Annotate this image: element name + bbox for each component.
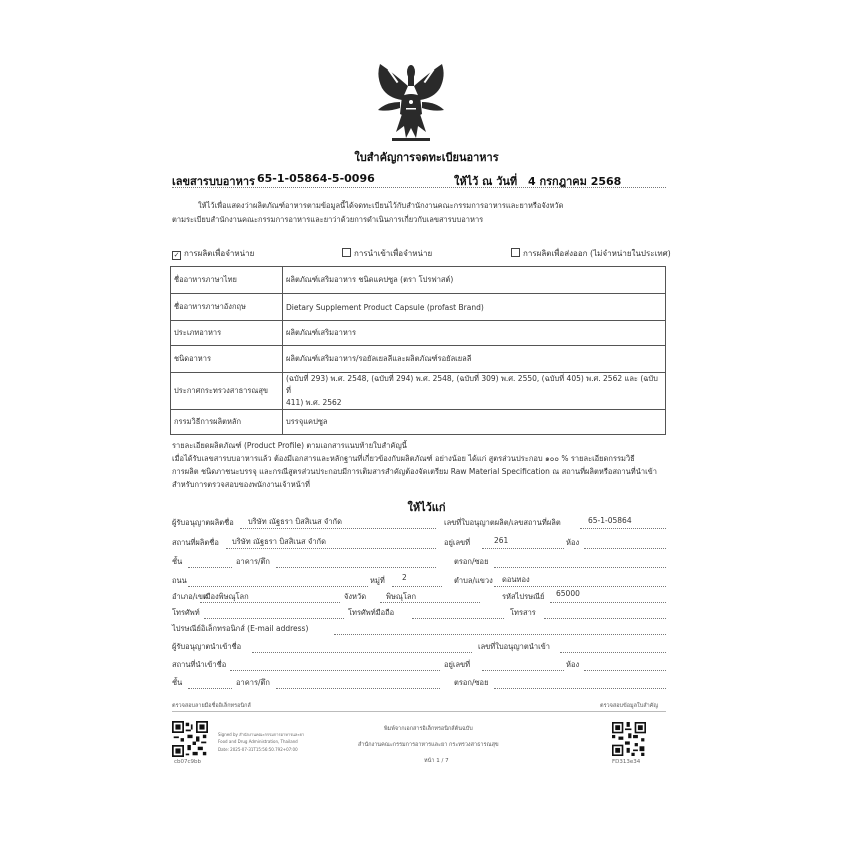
page-number: หน้า 1 / 7: [424, 758, 449, 764]
import-house-label: อยู่เลขที่: [444, 660, 471, 669]
form-rule: [380, 602, 480, 603]
left-verify-code: cb07c9bb: [174, 759, 202, 765]
import-alley-label: ตรอก/ซอย: [454, 678, 489, 687]
licensee-name-label: ผู้รับอนุญาตผลิตชื่อ: [172, 518, 234, 527]
reg-row-rule: [172, 187, 666, 188]
form-rule: [252, 652, 472, 653]
right-verify-code: FD313e34: [612, 759, 641, 765]
intro-line-1: ให้ไว้เพื่อแสดงว่าผลิตภัณฑ์อาหารตามข้อมูลนี้ได้จดทะเบียนไว้กับสำนักงานคณะกรรมการอาหารและยาหรือจังหวัด: [198, 201, 564, 210]
building-label: อาคาร/ตึก: [236, 557, 270, 566]
reg-number-value: 65-1-05864-5-0096: [257, 172, 375, 185]
signed-by-line-3: Date: 2025-07-31T15:56:50.792+07:00: [218, 747, 298, 752]
import-place-label: สถานที่นำเข้าชื่อ: [172, 660, 227, 669]
printed-from-line-2: สำนักงานคณะกรรมการอาหารและยา กระทรวงสาธารณสุข: [358, 742, 499, 748]
product-info-table: [170, 266, 666, 435]
english-name-value: Dietary Supplement Product Capsule (profast Brand): [283, 294, 666, 321]
subdistrict-label: ตำบล/แขวง: [454, 576, 493, 585]
note-line-2: เมื่อได้รับเลขสารบบอาหารแล้ว ต้องมีเอกสารและหลักฐานที่เกี่ยวข้องกับผลิตภัณฑ์ อย่างน้อย ได้แก่ สูตรส่วนประกอบ ๑๐๐ % รายละเอียดกรรมวิธี: [172, 454, 635, 463]
document-title: ใบสำคัญการจดทะเบียนอาหาร: [354, 151, 499, 164]
form-rule: [230, 670, 440, 671]
district-label: อำเภอ/เขต: [172, 592, 208, 601]
table-row: [171, 267, 666, 294]
form-rule: [584, 548, 666, 549]
table-row: [171, 346, 666, 373]
food-category-value: ผลิตภัณฑ์เสริมอาหาร: [283, 321, 666, 346]
table-row: [171, 321, 666, 346]
reg-number-label: เลขสารบบอาหาร: [172, 175, 255, 188]
process-label: กรรมวิธีการผลิตหลัก: [171, 410, 283, 435]
form-rule: [276, 567, 436, 568]
form-rule: [580, 528, 666, 529]
licensee-licno-label: เลขที่ใบอนุญาตผลิต/เลขสถานที่ผลิต: [444, 518, 561, 527]
purpose-manufacture-label: การผลิตเพื่อจำหน่าย: [184, 249, 255, 258]
form-rule: [276, 688, 440, 689]
form-rule: [200, 602, 340, 603]
table-row: [171, 294, 666, 321]
printed-from-line-1: พิมพ์จากเอกสารอิเล็กทรอนิกส์ต้นฉบับ: [384, 726, 473, 732]
footer-divider: [172, 711, 666, 712]
form-rule: [392, 586, 442, 587]
note-line-1: รายละเอียดผลิตภัณฑ์ (Product Profile) ตามเอกสารแนบท้ายใบสำคัญนี้: [172, 441, 407, 450]
thai-name-label: ชื่ออาหารภาษาไทย: [171, 267, 283, 294]
form-rule: [544, 618, 666, 619]
purpose-manufacture: [172, 247, 254, 260]
signature-qr-code-icon[interactable]: [172, 721, 208, 757]
place-name: บริษัท ณัฐธรา บิสสิเนส จำกัด: [232, 537, 326, 546]
house-number: 261: [494, 536, 509, 545]
phone-label: โทรศัพท์: [172, 608, 200, 617]
food-category-label: ประเภทอาหาร: [171, 321, 283, 346]
place-label: สถานที่ผลิตชื่อ: [172, 538, 219, 547]
licensee-licno: 65-1-05864: [588, 516, 632, 525]
form-rule: [560, 652, 666, 653]
house-label: อยู่เลขที่: [444, 538, 471, 547]
english-name-label: ชื่ออาหารภาษาอังกฤษ: [171, 294, 283, 321]
postcode-value: 65000: [556, 589, 580, 598]
form-rule: [204, 618, 344, 619]
purpose-import: [342, 247, 432, 260]
room-label: ห้อง: [566, 538, 580, 547]
note-line-4: สำหรับการตรวจสอบของพนักงานเจ้าหน้าที่: [172, 480, 310, 489]
form-rule: [226, 548, 436, 549]
postcode-label: รหัสไปรษณีย์: [502, 592, 545, 601]
moph-notification-line-1: (ฉบับที่ 293) พ.ศ. 2548, (ฉบับที่ 294) พ.ศ. 2548, (ฉบับที่ 309) พ.ศ. 2550, (ฉบับที่ 405) พ.ศ. 2562 และ (ฉบับที่: [286, 374, 658, 395]
form-rule: [584, 670, 666, 671]
moph-notification-value: [283, 373, 666, 410]
alley-label: ตรอก/ซอย: [454, 557, 489, 566]
floor-label: ชั้น: [172, 557, 183, 566]
thai-name-value: ผลิตภัณฑ์เสริมอาหาร ชนิดแคปซูล (ตรา โปรฟาสต์): [283, 267, 666, 294]
document-qr-code-icon[interactable]: [612, 722, 646, 756]
form-rule: [550, 602, 666, 603]
food-type-value: ผลิตภัณฑ์เสริมอาหาร/รอยัลเยลลีและผลิตภัณฑ์รอยัลเยลลี: [283, 346, 666, 373]
moph-notification-line-2: 411) พ.ศ. 2562: [286, 398, 342, 407]
fax-label: โทรสาร: [510, 608, 536, 617]
district-value: เมืองพิษณุโลก: [203, 592, 249, 601]
province-value: พิษณุโลก: [386, 592, 417, 601]
licensee-name: บริษัท ณัฐธรา บิสสิเนส จำกัด: [248, 517, 342, 526]
subdistrict-value: ดอนทอง: [502, 575, 530, 584]
import-building-label: อาคาร/ตึก: [236, 678, 270, 687]
form-rule: [188, 586, 368, 587]
purpose-export: [511, 247, 671, 260]
checkbox-empty-icon: [342, 248, 351, 257]
moo-label: หมู่ที่: [370, 576, 385, 585]
garuda-emblem-icon: [372, 62, 450, 144]
form-rule: [494, 688, 666, 689]
food-type-label: ชนิดอาหาร: [171, 346, 283, 373]
process-value: บรรจุแคปซูล: [283, 410, 666, 435]
form-rule: [240, 528, 436, 529]
checkbox-empty-icon: [511, 248, 520, 257]
form-rule: [494, 567, 666, 568]
import-room-label: ห้อง: [566, 660, 580, 669]
form-rule: [334, 634, 666, 635]
purpose-import-label: การนำเข้าเพื่อจำหน่าย: [354, 249, 433, 258]
email-label: ไปรษณีย์อิเล็กทรอนิกส์ (E-mail address): [172, 624, 309, 633]
form-rule: [412, 618, 504, 619]
form-rule: [188, 688, 232, 689]
province-label: จังหวัด: [344, 592, 367, 601]
note-line-3: การผลิต ชนิดภาชนะบรรจุ และกรณีสูตรส่วนประกอบมีการเติมสารสำคัญต้องจัดเตรียม Raw Material Specification ณ สถานที่ผลิตหรือสถานที่นำเข้า: [172, 467, 657, 476]
form-rule: [188, 567, 232, 568]
verify-info-label: ตรวจสอบข้อมูลใบสำคัญ: [600, 703, 659, 709]
moph-notification-label: ประกาศกระทรวงสาธารณสุข: [171, 373, 283, 410]
section-title: ให้ไว้แก่: [407, 501, 446, 514]
form-rule: [482, 670, 564, 671]
form-rule: [494, 586, 666, 587]
table-row: [171, 373, 666, 410]
importer-name-label: ผู้รับอนุญาตนำเข้าชื่อ: [172, 642, 242, 651]
mobile-label: โทรศัพท์มือถือ: [348, 608, 395, 617]
signed-by-line-1: Signed by สำนักงานคณะกรรมการอาหารและยา: [218, 732, 305, 737]
issued-date: 4 กรกฎาคม 2568: [528, 175, 622, 188]
signed-by-line-2: Food and Drug Administration, Thailand: [218, 739, 298, 744]
form-rule: [482, 548, 564, 549]
purpose-export-label: การผลิตเพื่อส่งออก (ไม่จำหน่ายในประเทศ): [523, 249, 671, 258]
import-floor-label: ชั้น: [172, 678, 183, 687]
importer-licno-label: เลขที่ใบอนุญาตนำเข้า: [478, 642, 550, 651]
moo-value: 2: [402, 573, 407, 582]
table-row: [171, 410, 666, 435]
road-label: ถนน: [172, 576, 187, 585]
intro-line-2: ตามระเบียบสำนักงานคณะกรรมการอาหารและยาว่าด้วยการดำเนินการเกี่ยวกับเลขสารบบอาหาร: [172, 215, 484, 224]
verify-signature-label: ตรวจสอบลายมือชื่ออิเล็กทรอนิกส์: [172, 703, 251, 709]
checkbox-checked-icon: ✓: [173, 251, 180, 259]
issued-label: ให้ไว้ ณ วันที่: [454, 175, 518, 188]
